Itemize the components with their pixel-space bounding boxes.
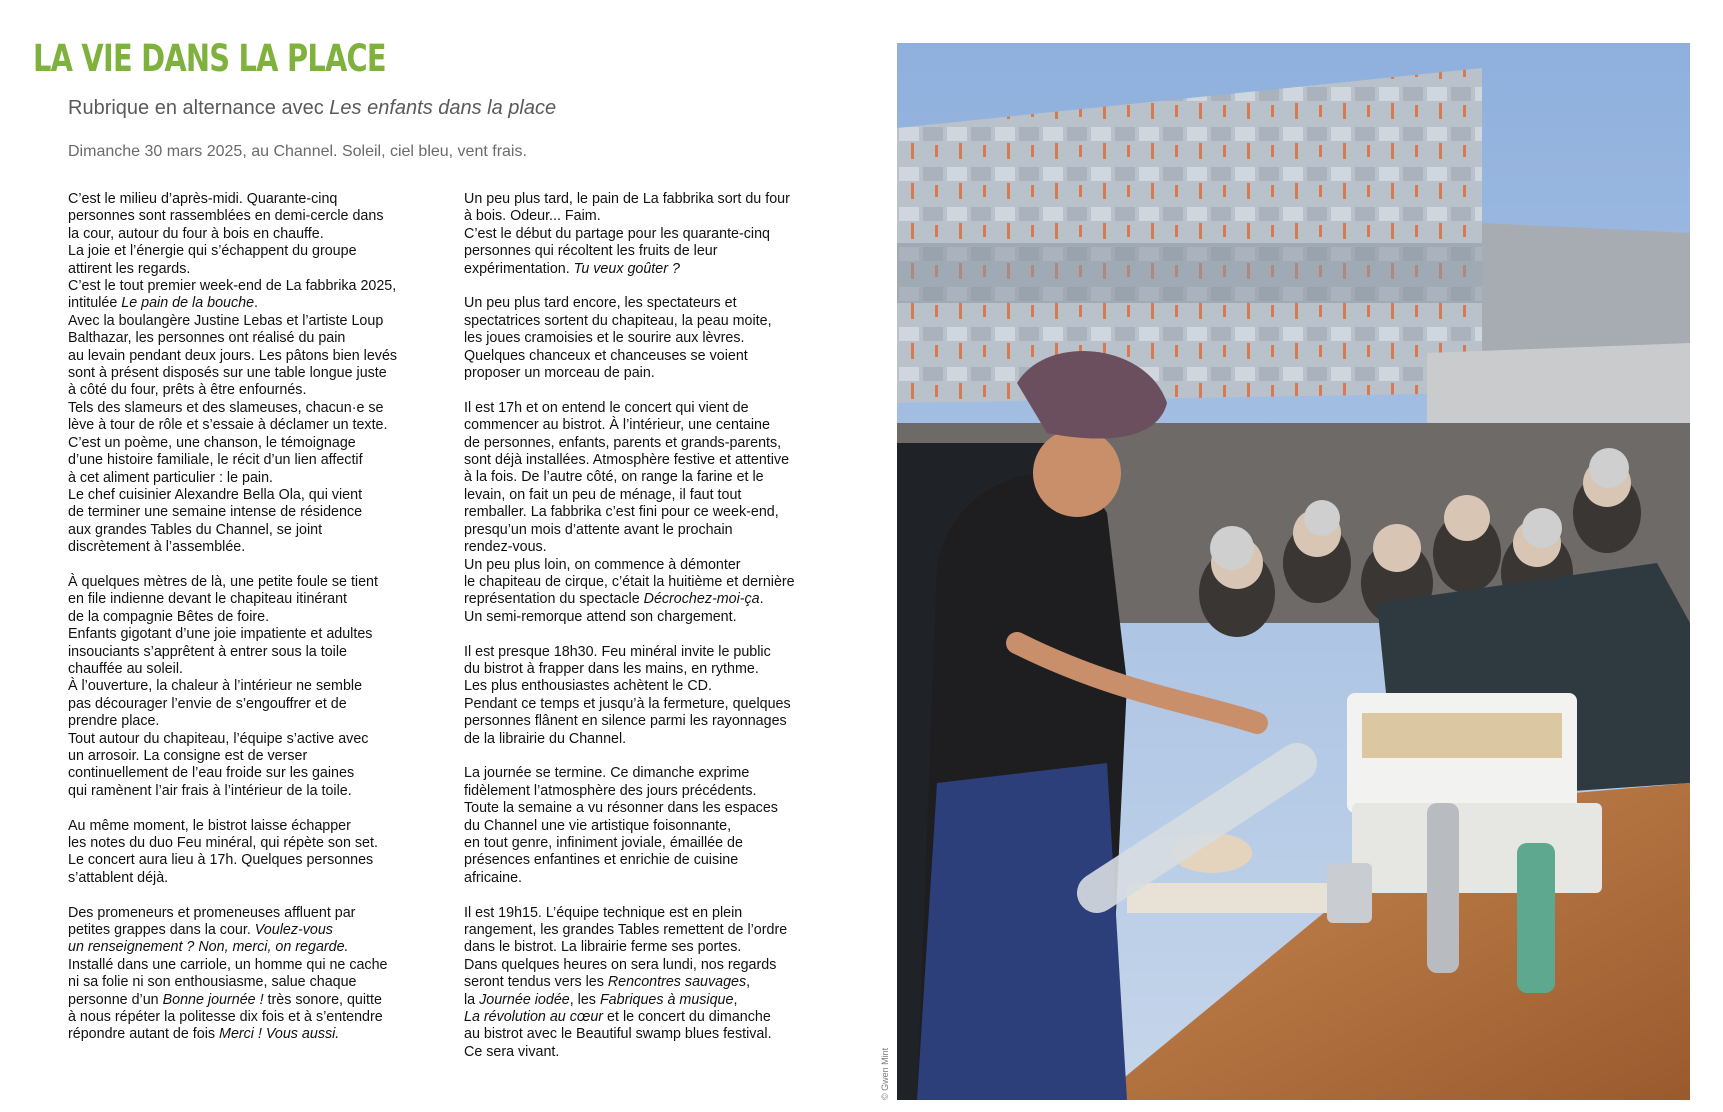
- text-run: presqu’un mois d’attente avant le prochain: [464, 521, 733, 538]
- text-run: lève à tour de rôle et s’essaie à déclamer un texte.: [68, 417, 388, 434]
- text-run: Des promeneurs et promeneuses affluent par: [68, 904, 356, 921]
- text-run: ni sa folie ni son enthousiasme, salue chaque: [68, 974, 357, 991]
- article-column-left: [68, 191, 440, 1044]
- italic-text-run: Journée iodée: [479, 991, 570, 1008]
- text-run: à côté du four, prêts à être enfournés.: [68, 382, 307, 399]
- article-line: [464, 226, 836, 243]
- text-run: qui ramènent l’air frais à l’intérieur de la toile.: [68, 782, 352, 799]
- text-run: du Channel une vie artistique foisonnante,: [464, 817, 732, 834]
- article-line: [68, 661, 440, 678]
- article-line: [464, 365, 836, 382]
- article-line: [68, 191, 440, 208]
- article-line: [464, 957, 836, 974]
- text-run: à cet aliment particulier : le pain.: [68, 469, 274, 486]
- text-run: commencer au bistrot. À l’intérieur, une centaine: [464, 417, 770, 434]
- text-run: Le concert aura lieu à 17h. Quelques personnes: [68, 852, 374, 869]
- italic-text-run: Rencontres sauvages: [607, 974, 747, 991]
- text-run: la: [464, 991, 480, 1008]
- article-line: [68, 400, 440, 417]
- text-run: expérimentation.: [464, 260, 574, 277]
- text-run: dans le bistrot. La librairie ferme ses portes.: [464, 939, 742, 956]
- text-run: C’est le début du partage pour les quarante-cinq: [464, 225, 770, 242]
- text-run: du bistrot à frapper dans les mains, en rythme.: [464, 660, 759, 677]
- text-run: chauffée au soleil.: [68, 660, 183, 677]
- article-line: [464, 330, 836, 347]
- text-run: personnes flânent en silence parmi les rayonnages: [464, 713, 787, 730]
- article-line: [68, 1009, 440, 1026]
- text-run: proposer un morceau de pain.: [464, 365, 655, 382]
- article-line: [464, 974, 836, 991]
- text-run: Un peu plus loin, on commence à démonter: [464, 556, 741, 573]
- text-run: le chapiteau de cirque, c’était la huitième et dernière: [464, 573, 795, 590]
- article-line: [68, 591, 440, 608]
- article-line: [464, 800, 836, 817]
- article-line: [464, 452, 836, 469]
- text-run: de personnes, enfants, parents et grands-parents,: [464, 434, 782, 451]
- article-photo: [897, 43, 1690, 1100]
- text-run: Il est 19h15. L’équipe technique est en plein: [464, 904, 743, 921]
- text-run: À quelques mètres de là, une petite foule se tient: [68, 573, 378, 590]
- article-line: [464, 400, 836, 417]
- article-line: [464, 609, 836, 626]
- text-run: représentation du spectacle: [464, 591, 644, 608]
- text-run: en tout genre, infiniment joviale, émaillée de: [464, 834, 743, 851]
- text-run: Tout autour du chapiteau, l’équipe s’active avec: [68, 730, 369, 747]
- text-run: petites grappes dans la cour.: [68, 922, 255, 939]
- article-line: [464, 1009, 836, 1026]
- text-run: C’est le milieu d’après-midi. Quarante-cinq: [68, 191, 338, 207]
- dateline: Dimanche 30 mars 2025, au Channel. Soleil, ciel bleu, vent frais.: [68, 143, 527, 160]
- text-run: À l’ouverture, la chaleur à l’intérieur ne semble: [68, 678, 363, 695]
- article-line: [464, 922, 836, 939]
- article-line: [464, 713, 836, 730]
- text-run: discrètement à l’assemblée.: [68, 539, 246, 556]
- text-run: .: [254, 295, 259, 312]
- text-run: , les: [569, 991, 600, 1008]
- article-line: [68, 574, 440, 591]
- text-run: sont déjà installées. Atmosphère festive et attentive: [464, 452, 790, 469]
- article-line: [68, 696, 440, 713]
- article-line: [464, 1044, 836, 1061]
- text-run: Il est presque 18h30. Feu minéral invite le public: [464, 643, 771, 660]
- article-line: [68, 974, 440, 991]
- article-line: [68, 1026, 440, 1043]
- text-run: très sonore, quitte: [263, 991, 382, 1008]
- italic-text-run: Tu veux goûter ?: [573, 260, 680, 277]
- article-line: [68, 783, 440, 800]
- article-line: [464, 313, 836, 330]
- text-run: intitulée: [68, 295, 122, 312]
- article-line: [464, 469, 836, 486]
- article-line: [68, 678, 440, 695]
- article-line: [464, 243, 836, 260]
- article-line: [68, 278, 440, 295]
- text-run: remballer. La fabbrika c’est fini pour ce week-end,: [464, 504, 779, 521]
- article-line: [464, 487, 836, 504]
- article-line: [68, 539, 440, 556]
- article-line: [464, 765, 836, 782]
- section-title: LA VIE DANS LA PLACE: [33, 37, 386, 80]
- text-run: la cour, autour du four à bois en chauffe.: [68, 225, 324, 242]
- article-line: [68, 713, 440, 730]
- bread-workshop-photo: [897, 43, 1690, 1100]
- text-run: à la fois. De l’autre côté, on range la farine et le: [464, 469, 764, 486]
- text-run: Quelques chanceux et chanceuses se voient: [464, 347, 748, 364]
- text-run: d’une histoire familiale, le récit d’un lien affectif: [68, 452, 363, 469]
- article-line: [464, 435, 836, 452]
- subtitle-italic-title: Les enfants dans la place: [329, 97, 557, 119]
- article-column-right: [464, 191, 836, 1061]
- text-run: seront tendus vers les: [464, 974, 608, 991]
- text-run: Installé dans une carriole, un homme qui ne cache: [68, 956, 388, 973]
- paragraph-gap: [68, 887, 440, 904]
- text-run: continuellement de l’eau froide sur les gaines: [68, 765, 355, 782]
- article-line: [464, 539, 836, 556]
- text-run: Le chef cuisinier Alexandre Bella Ola, qui vient: [68, 486, 363, 503]
- text-run: un arrosoir. La consigne est de verser: [68, 747, 308, 764]
- article-line: [68, 905, 440, 922]
- article-line: [464, 1026, 836, 1043]
- paragraph-gap: [464, 748, 836, 765]
- text-run: Au même moment, le bistrot laisse échapper: [68, 817, 351, 834]
- article-line: [68, 644, 440, 661]
- article-line: [464, 417, 836, 434]
- article-line: [68, 243, 440, 260]
- article-line: [68, 522, 440, 539]
- text-run: .: [759, 591, 764, 608]
- text-run: Il est 17h et on entend le concert qui vient de: [464, 399, 749, 416]
- article-line: [68, 382, 440, 399]
- article-line: [464, 783, 836, 800]
- article-line: [68, 626, 440, 643]
- article-line: [464, 557, 836, 574]
- text-run: Avec la boulangère Justine Lebas et l’artiste Loup: [68, 312, 384, 329]
- subtitle-text: Rubrique en alternance avec: [68, 97, 330, 119]
- paragraph-gap: [464, 278, 836, 295]
- text-run: personne d’un: [68, 991, 163, 1008]
- article-line: [464, 574, 836, 591]
- article-line: [464, 852, 836, 869]
- text-run: les joues cramoisies et le sourire aux lèvres.: [464, 330, 745, 347]
- article-line: [464, 939, 836, 956]
- article-line: [68, 313, 440, 330]
- section-subtitle: [68, 97, 556, 120]
- text-run: Un peu plus tard encore, les spectateurs et: [464, 295, 737, 312]
- text-run: Tels des slameurs et des slameuses, chacun·e se: [68, 399, 384, 416]
- text-run: La joie et l’énergie qui s’échappent du groupe: [68, 243, 357, 260]
- text-run: pas décourager l’envie de s’engouffrer et de: [68, 695, 347, 712]
- italic-text-run: un renseignement ? Non, merci, on regarde.: [68, 939, 349, 956]
- article-line: [464, 992, 836, 1009]
- text-run: rangement, les grandes Tables remettent de l’ordre: [464, 921, 788, 938]
- text-run: et le concert du dimanche: [603, 1009, 771, 1026]
- text-run: Balthazar, les personnes ont réalisé du pain: [68, 330, 346, 347]
- article-line: [68, 922, 440, 939]
- article-line: [68, 765, 440, 782]
- italic-text-run: Merci ! Vous aussi.: [219, 1026, 340, 1043]
- article-line: [464, 661, 836, 678]
- article-line: [68, 435, 440, 452]
- article-line: [464, 591, 836, 608]
- article-line: [464, 522, 836, 539]
- article-line: [68, 226, 440, 243]
- italic-text-run: La révolution au cœur: [464, 1009, 604, 1026]
- article-line: [68, 295, 440, 312]
- article-line: [68, 330, 440, 347]
- paragraph-gap: [464, 382, 836, 399]
- text-run: Toute la semaine a vu résonner dans les espaces: [464, 800, 778, 817]
- text-run: africaine.: [464, 869, 523, 886]
- text-run: fidèlement l’atmosphère des jours précédents.: [464, 782, 757, 799]
- article-line: [68, 870, 440, 887]
- article-line: [464, 905, 836, 922]
- article-line: [68, 835, 440, 852]
- text-run: Dans quelques heures on sera lundi, nos regards: [464, 956, 777, 973]
- text-run: personnes qui récoltent les fruits de leur: [464, 243, 718, 260]
- article-line: [464, 678, 836, 695]
- article-line: [68, 818, 440, 835]
- italic-text-run: Bonne journée !: [162, 991, 264, 1008]
- text-run: Ce sera vivant.: [464, 1043, 560, 1060]
- text-run: aux grandes Tables du Channel, se joint: [68, 521, 323, 538]
- article-line: [68, 957, 440, 974]
- text-run: Un semi-remorque attend son chargement.: [464, 608, 737, 625]
- text-run: C’est un poème, une chanson, le témoignage: [68, 434, 356, 451]
- article-line: [464, 208, 836, 225]
- article-line: [68, 261, 440, 278]
- article-line: [68, 487, 440, 504]
- text-run: de terminer une semaine intense de résidence: [68, 504, 363, 521]
- text-run: La journée se termine. Ce dimanche exprime: [464, 765, 750, 782]
- text-run: rendez-vous.: [464, 539, 547, 556]
- paragraph-gap: [68, 800, 440, 817]
- article-line: [68, 504, 440, 521]
- article-line: [68, 417, 440, 434]
- photo-credit: © Gwen Mint: [880, 1047, 890, 1100]
- article-line: [464, 504, 836, 521]
- article-line: [464, 731, 836, 748]
- article-line: [464, 191, 836, 208]
- text-run: au levain pendant deux jours. Les pâtons bien levés: [68, 347, 398, 364]
- text-run: présences enfantines et enrichie de cuisine: [464, 852, 739, 869]
- text-run: de la librairie du Channel.: [464, 730, 627, 747]
- text-run: Pendant ce temps et jusqu’à la fermeture, quelques: [464, 695, 791, 712]
- text-run: à nous répéter la politesse dix fois et à s’entendre: [68, 1009, 383, 1026]
- italic-text-run: Décrochez-moi-ça: [643, 591, 760, 608]
- article-line: [68, 348, 440, 365]
- article-line: [68, 852, 440, 869]
- text-run: ,: [746, 974, 751, 991]
- article-line: [68, 470, 440, 487]
- text-run: ,: [733, 991, 738, 1008]
- text-run: en file indienne devant le chapiteau itinérant: [68, 591, 347, 608]
- article-line: [68, 208, 440, 225]
- text-run: attirent les regards.: [68, 260, 191, 277]
- article-line: [68, 748, 440, 765]
- paragraph-gap: [464, 887, 836, 904]
- text-run: Un peu plus tard, le pain de La fabbrika sort du four: [464, 191, 790, 207]
- paragraph-gap: [464, 626, 836, 643]
- italic-text-run: Fabriques à musique: [599, 991, 734, 1008]
- text-run: de la compagnie Bêtes de foire.: [68, 608, 270, 625]
- text-run: Enfants gigotant d’une joie impatiente et adultes: [68, 626, 373, 643]
- text-run: prendre place.: [68, 713, 160, 730]
- text-run: Les plus enthousiastes achètent le CD.: [464, 678, 712, 695]
- paragraph-gap: [68, 557, 440, 574]
- italic-text-run: Voulez-vous: [254, 922, 333, 939]
- article-line: [68, 731, 440, 748]
- text-run: les notes du duo Feu minéral, qui répète son set.: [68, 835, 378, 851]
- article-line: [464, 295, 836, 312]
- article-line: [464, 261, 836, 278]
- text-run: répondre autant de fois: [68, 1026, 220, 1043]
- italic-text-run: Le pain de la bouche: [121, 295, 255, 312]
- text-run: au bistrot avec le Beautiful swamp blues festival.: [464, 1026, 772, 1043]
- text-run: C’est le tout premier week-end de La fabbrika 2025,: [68, 278, 397, 295]
- text-run: levain, on fait un peu de ménage, il faut tout: [464, 486, 742, 503]
- text-run: personnes sont rassemblées en demi-cercle dans: [68, 208, 384, 225]
- article-line: [464, 696, 836, 713]
- text-run: sont à présent disposés sur une table longue juste: [68, 365, 387, 382]
- text-run: s’attablent déjà.: [68, 869, 169, 886]
- article-line: [68, 452, 440, 469]
- article-line: [68, 365, 440, 382]
- article-line: [464, 818, 836, 835]
- text-run: insouciants s’apprêtent à entrer sous la toile: [68, 643, 347, 660]
- text-run: spectatrices sortent du chapiteau, la peau moite,: [464, 312, 772, 329]
- article-line: [464, 870, 836, 887]
- article-line: [464, 835, 836, 852]
- article-line: [68, 992, 440, 1009]
- article-line: [464, 348, 836, 365]
- text-run: à bois. Odeur... Faim.: [464, 208, 601, 225]
- article-line: [464, 644, 836, 661]
- article-line: [68, 609, 440, 626]
- article-line: [68, 939, 440, 956]
